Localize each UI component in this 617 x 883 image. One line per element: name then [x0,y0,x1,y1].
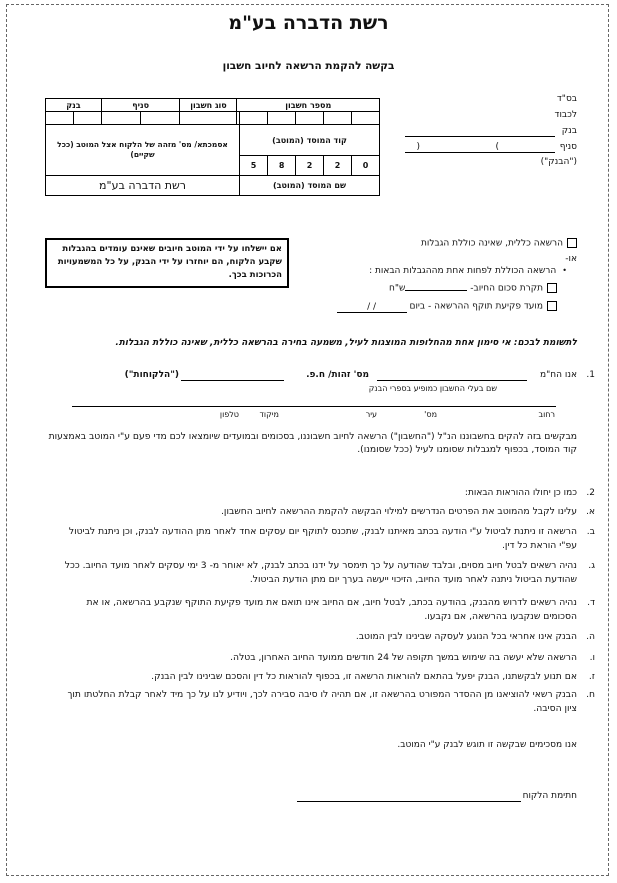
id-number-line[interactable] [181,380,284,381]
section1-we: אנו הח"מ [540,370,577,380]
attention-note: לתשומת לבכם: אי סימון אחת מהחלופות המוצגות לעיל, משמעה בחירה בהרשאה כללית, שאינה כוללת הגבלות. [115,338,577,348]
form-subtitle: בקשה להקמת הרשאה לחיוב חשבון [222,60,395,72]
list-item: ה. הבנק אינו אחראי בכל הנוגע לעסקה שבינינו לבין המוטב. [355,631,595,642]
list-item: ב. הרשאה זו ניתנת לביטול ע"י הודעה בכתב מאיתנו לבנק, שתכנס לתוקף יום עסקים אחד לאחר מתן ההודעה לבנק, וכן ניתנת לביטול עפ"י הוראת כל דין. [68,526,595,551]
institution-name: רשת הדברה בע"מ [46,176,240,196]
or-label: או- [565,254,577,264]
header-account-type: סוג חשבון [180,99,237,112]
checkbox-limit-amount[interactable] [547,283,557,293]
code-header: קוד המוסד (המוטב) [240,125,380,156]
section1-number: 1. [586,370,595,380]
code-digit: 5 [240,156,268,176]
addr-city: עיר [365,410,377,419]
code-digit: 2 [324,156,352,176]
list-item: ד. נהיה רשאים לדרוש מהבנק, בהודעה בכתב, לבטל חיוב, אם החיוב אינו תואם את מועד פקיעת התוקף שנקבע בהרשאה, או את הסכומים שנקבעו בהרשאה, אם נקבעו. [86,597,595,622]
addressee-bank-label: בנק [561,126,577,136]
account-type-cell[interactable] [180,112,237,125]
section2-intro: כמו כן יחולו ההוראות הבאות: [464,488,577,498]
bank-digit-cell[interactable] [73,112,101,125]
addressee-lekvod: לכבוד [554,110,577,120]
checkbox-limit-expiry[interactable] [547,301,557,311]
expiry-date-field[interactable]: / / [337,302,407,313]
section2-number: 2. [586,488,595,498]
signature-label: חתימת הלקוח [522,791,577,801]
branch-input-line[interactable] [405,152,555,153]
id-label: מס' זהות/ ח.פ. [306,370,369,380]
institution-label: שם המוסד (המוטב) [240,176,380,196]
option-limited: •הרשאה הכוללת לפחות אחת מההגבלות הבאות : [369,266,567,276]
agreement-text: אנו מסכימים שבקשה זו תוגש לבנק ע"י המוטב. [397,740,577,750]
account-digit-cell[interactable] [237,112,240,125]
code-digit: 2 [296,156,324,176]
account-digit-cell[interactable] [240,112,268,125]
branch-paren-close: ) [495,142,499,152]
code-digit: 8 [268,156,296,176]
option-general[interactable]: הרשאה כללית, שאינה כוללת הגבלות [421,238,577,249]
bank-input-line[interactable] [405,136,555,137]
addr-street: רחוב [538,410,555,419]
customers-label: ("הלקוחות") [124,370,179,380]
account-digit-cell[interactable] [296,112,324,125]
reference-header: אסמכתא/ מס' מזהה של הלקוח אצל המוטב (ככל שקיים) [46,125,240,176]
header-branch: סניף [101,99,180,112]
header-account-number: מספר חשבון [237,99,380,112]
checkbox-general[interactable] [567,238,577,248]
page-title: רשת הדברה בע"מ [228,12,389,34]
owners-note: שם בעלי החשבון כמופיע בספרי הבנק [368,384,497,393]
branch-digit-cell[interactable] [101,112,140,125]
list-item: ג. נהיה רשאים לבטל חיוב מסוים, ובלבד שהודעה על כך תימסר על ידנו בכתב לבנק, לא יאוחר מ- 3 ימי עסקים לאחר מועד החיוב. ככל שהודעת הביטול ניתנה לאחר מועד החיוב, הזיכוי ייעשה בערך יום מתן הודעת הביטול. [64,560,595,585]
branch-paren-open: ( [416,142,420,152]
addr-phone: טלפון [219,410,239,419]
list-item: א. עלינו לקבל מהמוטב את הפרטים הנדרשים למילוי הבקשה להקמת ההרשאה לחיוב החשבון. [221,506,595,517]
customer-name-line[interactable] [377,380,527,381]
account-digit-cell[interactable] [324,112,352,125]
bank-digit-cell[interactable] [46,112,74,125]
list-item: ז. אם תנוע לבקשתנו, הבנק יפעל בהתאם להוראות הרשאה זו, בכפוף להוראות כל דין והסכם שבינינו לבין הבנק. [151,671,595,682]
signature-line[interactable] [297,801,521,802]
addr-zip: מיקוד [259,410,279,419]
addr-number: מס' [424,410,437,419]
addressee-branch-label: סניף [559,142,577,152]
header-bank: בנק [46,99,102,112]
addressee-habank: ("הבנק") [540,157,577,167]
account-table [45,98,380,196]
account-digit-cell[interactable] [352,112,380,125]
limit-amount[interactable]: תקרת סכום החיוב- ש"ח [389,283,557,294]
section1-request: מבקשים בזה להקים בחשבוננו הנ"ל ("החשבון") הרשאה לחיוב חשבוננו, בסכומים ובמועדים שיומצאו לכם מדי פעם ע"י המוטב באמצעות קוד המוסד, בכפוף למגבלות שסומנו לעיל (ככל שסומנו). [48,431,577,455]
addressee-to: בס"ד [556,94,577,104]
code-digit: 0 [352,156,380,176]
warning-box: אם יישלחו על ידי המוטב חיובים שאינם עומדים בהגבלות שקבע הלקוח, הם יוחזרו על ידי הבנק, על כל המשמעויות הכרוכות בכך. [45,238,289,288]
list-item: ח. הבנק רשאי להוציאנו מן ההסדר המפורט בהרשאה זו, אם תהיה לו סיבה סבירה לכך, ויודיע לנו על כך מיד לאחר קבלת החלטתו תוך ציון הסיבה. [67,689,595,714]
limit-expiry[interactable]: מועד פקיעת תוקף ההרשאה - ביום / / [337,301,557,313]
list-item: ו. הרשאה שלא יעשה בה שימוש במשך תקופה של 24 חודשים ממועד החיוב האחרון, בטלה. [230,652,595,663]
account-digit-cell[interactable] [268,112,296,125]
branch-digit-cell[interactable] [141,112,180,125]
address-line[interactable] [72,406,556,407]
